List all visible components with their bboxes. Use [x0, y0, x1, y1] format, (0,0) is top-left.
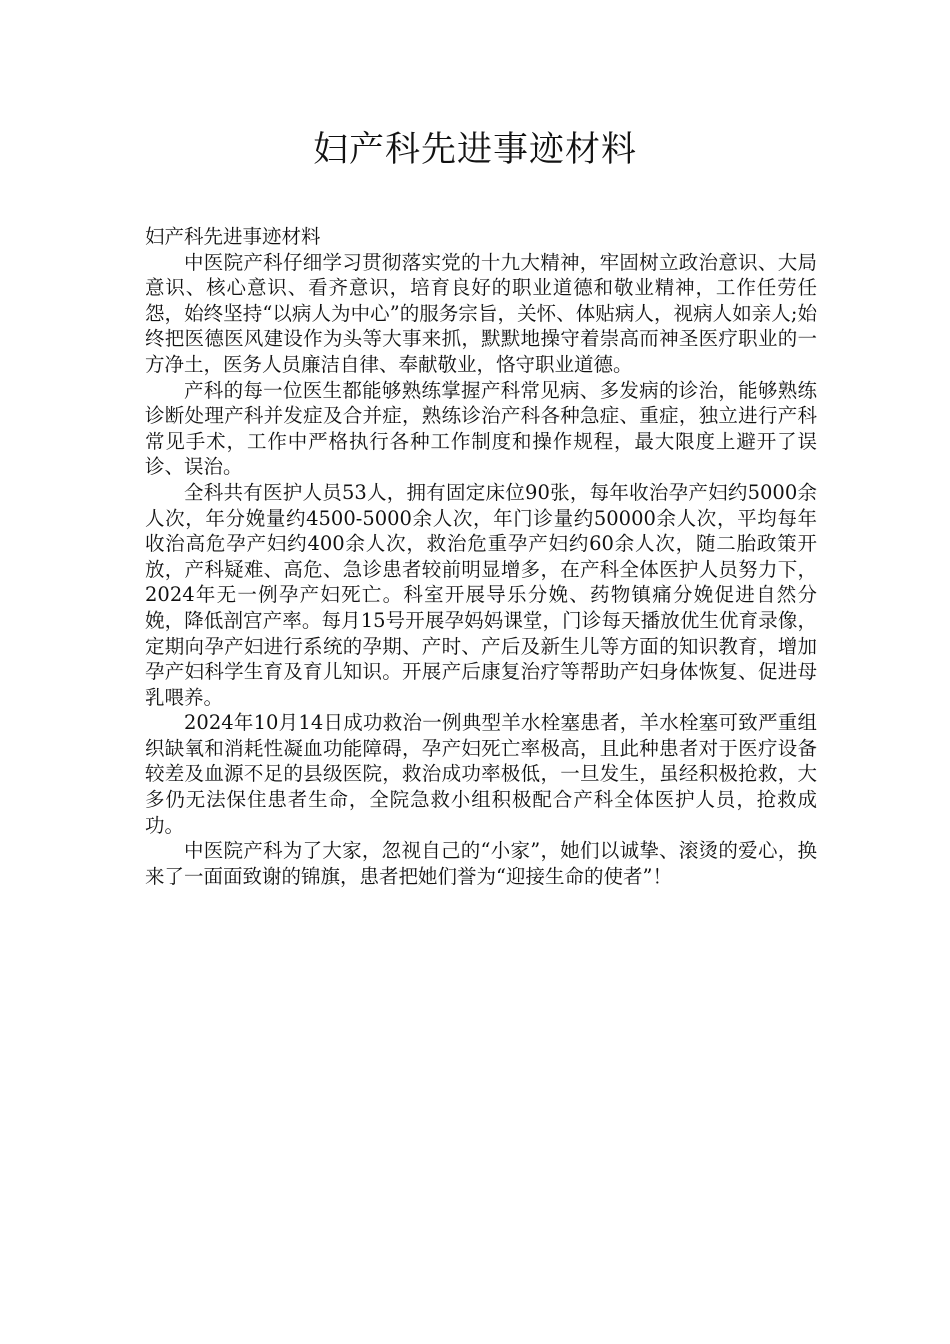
paragraph-3: 全科共有医护人员53人，拥有固定床位90张，每年收治孕产妇约5000余人次，年分娩量约4500-5000余人次，年门诊量约50000余人次，平均每年收治高危孕产妇约400余人次，救治危重孕产妇约60余人次，随二胎政策开放，产科疑难、高危、急诊患者较前明显增多，在产科全体医护人员努力下，2024年无一例孕产妇死亡。科室开展导乐分娩、药物镇痛分娩促进自然分娩，降低剖宫产率。每月15号开展孕妈妈课堂，门诊每天播放优生优育录像，定期向孕产妇进行系统的孕期、产时、产后及新生儿等方面的知识教育，增加孕产妇科学生育及育儿知识。开展产后康复治疗等帮助产妇身体恢复、促进母乳喂养。 [145, 480, 817, 709]
paragraph-2: 产科的每一位医生都能够熟练掌握产科常见病、多发病的诊治，能够熟练诊断处理产科并发症及合并症，熟练诊治产科各种急症、重症，独立进行产科常见手术，工作中严格执行各种工作制度和操作规程，最大限度上避开了误诊、误治。 [145, 378, 817, 479]
document-title: 妇产科先进事迹材料 [312, 130, 637, 170]
document-subtitle: 妇产科先进事迹材料 [145, 225, 321, 248]
paragraph-4: 2024年10月14日成功救治一例典型羊水栓塞患者，羊水栓塞可致严重组织缺氧和消耗性凝血功能障碍，孕产妇死亡率极高，且此种患者对于医疗设备较差及血源不足的县级医院，救治成功率极低，一旦发生，虽经积极抢救，大多仍无法保住患者生命，全院急救小组积极配合产科全体医护人员，抢救成功。 [145, 711, 817, 837]
paragraph-1: 中医院产科仔细学习贯彻落实党的十九大精神，牢固树立政治意识、大局意识、核心意识、看齐意识，培育良好的职业道德和敬业精神，工作任劳任怨，始终坚持“以病人为中心”的服务宗旨，关怀、体贴病人，视病人如亲人;始终把医德医风建设作为头等大事来抓，默默地操守着崇高而神圣医疗职业的一方净土，医务人员廉洁自律、奉献敬业，恪守职业道德。 [145, 250, 817, 376]
document-body [145, 224, 817, 889]
paragraph-5: 中医院产科为了大家，忽视自己的“小家”，她们以诚挚、滚烫的爱心，换来了一面面致谢的锦旗，患者把她们誉为“迎接生命的使者”！ [145, 839, 817, 888]
